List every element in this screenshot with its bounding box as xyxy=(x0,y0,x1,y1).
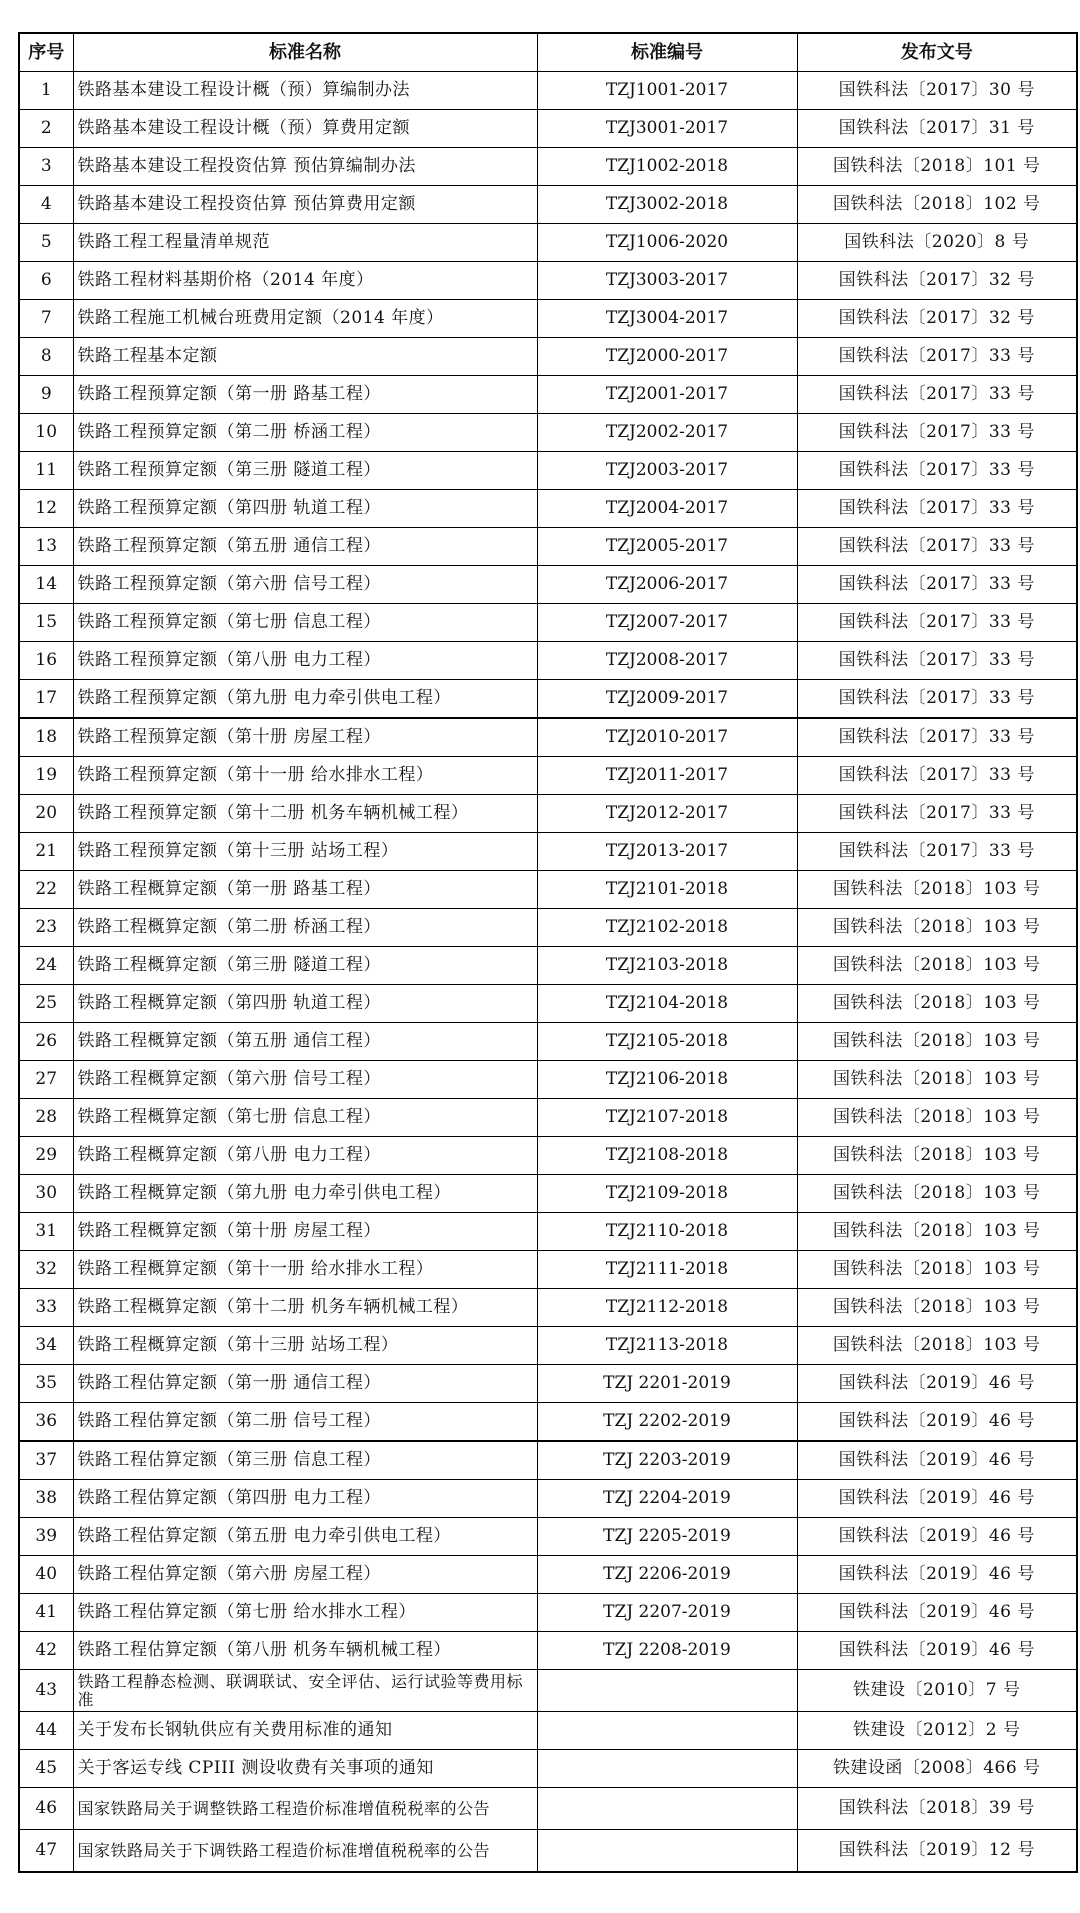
row-name: 铁路工程预算定额（第四册 轨道工程） xyxy=(73,490,537,528)
row-doc: 国铁科法〔2018〕103 号 xyxy=(797,1023,1077,1061)
row-seq: 42 xyxy=(19,1632,73,1670)
row-seq: 44 xyxy=(19,1712,73,1750)
table-row xyxy=(19,909,1077,947)
row-seq: 7 xyxy=(19,300,73,338)
row-code: TZJ2105-2018 xyxy=(537,1023,797,1061)
table-row xyxy=(19,1403,1077,1442)
table-row xyxy=(19,795,1077,833)
row-code: TZJ2101-2018 xyxy=(537,871,797,909)
row-code: TZJ3003-2017 xyxy=(537,262,797,300)
row-doc: 国铁科法〔2017〕33 号 xyxy=(797,795,1077,833)
row-code: TZJ2102-2018 xyxy=(537,909,797,947)
row-doc: 国铁科法〔2018〕103 号 xyxy=(797,1213,1077,1251)
header-code: 标准编号 xyxy=(537,33,797,72)
row-code: TZJ2112-2018 xyxy=(537,1289,797,1327)
row-code: TZJ 2201-2019 xyxy=(537,1365,797,1403)
row-name: 铁路工程概算定额（第五册 通信工程） xyxy=(73,1023,537,1061)
row-doc: 国铁科法〔2018〕103 号 xyxy=(797,1099,1077,1137)
table-row xyxy=(19,1289,1077,1327)
row-name: 铁路工程估算定额（第四册 电力工程） xyxy=(73,1480,537,1518)
row-code: TZJ2010-2017 xyxy=(537,718,797,757)
row-seq: 33 xyxy=(19,1289,73,1327)
row-seq: 40 xyxy=(19,1556,73,1594)
table-row xyxy=(19,1556,1077,1594)
row-name: 铁路工程概算定额（第四册 轨道工程） xyxy=(73,985,537,1023)
row-name: 铁路工程预算定额（第十册 房屋工程） xyxy=(73,718,537,757)
row-code: TZJ3004-2017 xyxy=(537,300,797,338)
row-seq: 41 xyxy=(19,1594,73,1632)
row-name: 铁路工程估算定额（第二册 信号工程） xyxy=(73,1403,537,1442)
table-row xyxy=(19,1365,1077,1403)
table-row xyxy=(19,871,1077,909)
row-doc: 国铁科法〔2018〕103 号 xyxy=(797,1327,1077,1365)
table-row xyxy=(19,833,1077,871)
row-seq: 12 xyxy=(19,490,73,528)
table-row xyxy=(19,110,1077,148)
row-doc: 国铁科法〔2018〕39 号 xyxy=(797,1788,1077,1830)
row-doc: 国铁科法〔2019〕46 号 xyxy=(797,1403,1077,1442)
row-name: 铁路基本建设工程投资估算 预估算费用定额 xyxy=(73,186,537,224)
table-header-row xyxy=(19,33,1077,72)
row-code xyxy=(537,1712,797,1750)
row-name: 铁路工程概算定额（第二册 桥涵工程） xyxy=(73,909,537,947)
row-code: TZJ1001-2017 xyxy=(537,72,797,110)
header-doc: 发布文号 xyxy=(797,33,1077,72)
row-name: 铁路基本建设工程设计概（预）算费用定额 xyxy=(73,110,537,148)
row-code: TZJ2005-2017 xyxy=(537,528,797,566)
row-doc: 国铁科法〔2017〕33 号 xyxy=(797,414,1077,452)
table-row xyxy=(19,1441,1077,1480)
row-doc: 国铁科法〔2017〕33 号 xyxy=(797,490,1077,528)
row-seq: 32 xyxy=(19,1251,73,1289)
row-code: TZJ3001-2017 xyxy=(537,110,797,148)
row-name: 铁路工程概算定额（第十册 房屋工程） xyxy=(73,1213,537,1251)
row-code: TZJ 2206-2019 xyxy=(537,1556,797,1594)
row-name: 铁路工程材料基期价格（2014 年度） xyxy=(73,262,537,300)
row-code: TZJ 2204-2019 xyxy=(537,1480,797,1518)
row-code: TZJ 2205-2019 xyxy=(537,1518,797,1556)
row-seq: 11 xyxy=(19,452,73,490)
table-row xyxy=(19,186,1077,224)
row-doc: 国铁科法〔2018〕103 号 xyxy=(797,1137,1077,1175)
row-seq: 1 xyxy=(19,72,73,110)
row-name: 铁路工程概算定额（第十三册 站场工程） xyxy=(73,1327,537,1365)
header-name: 标准名称 xyxy=(73,33,537,72)
row-doc: 铁建设〔2012〕2 号 xyxy=(797,1712,1077,1750)
table-row xyxy=(19,1788,1077,1830)
row-doc: 国铁科法〔2018〕103 号 xyxy=(797,985,1077,1023)
row-seq: 35 xyxy=(19,1365,73,1403)
table-row xyxy=(19,1750,1077,1788)
row-doc: 国铁科法〔2019〕46 号 xyxy=(797,1518,1077,1556)
row-code: TZJ2107-2018 xyxy=(537,1099,797,1137)
row-name: 铁路工程概算定额（第八册 电力工程） xyxy=(73,1137,537,1175)
row-code: TZJ2109-2018 xyxy=(537,1175,797,1213)
standards-table xyxy=(18,32,1078,1873)
row-seq: 45 xyxy=(19,1750,73,1788)
row-code: TZJ2013-2017 xyxy=(537,833,797,871)
row-seq: 28 xyxy=(19,1099,73,1137)
row-seq: 2 xyxy=(19,110,73,148)
row-code: TZJ1006-2020 xyxy=(537,224,797,262)
row-name: 国家铁路局关于调整铁路工程造价标准增值税税率的公告 xyxy=(73,1788,537,1830)
row-doc: 国铁科法〔2018〕103 号 xyxy=(797,1175,1077,1213)
row-doc: 国铁科法〔2019〕12 号 xyxy=(797,1830,1077,1873)
row-seq: 14 xyxy=(19,566,73,604)
row-seq: 27 xyxy=(19,1061,73,1099)
table-row xyxy=(19,376,1077,414)
row-name: 铁路工程预算定额（第十二册 机务车辆机械工程） xyxy=(73,795,537,833)
row-name: 铁路工程预算定额（第三册 隧道工程） xyxy=(73,452,537,490)
row-seq: 43 xyxy=(19,1670,73,1712)
row-name: 铁路工程概算定额（第三册 隧道工程） xyxy=(73,947,537,985)
row-doc: 国铁科法〔2017〕33 号 xyxy=(797,528,1077,566)
row-name: 铁路工程预算定额（第十三册 站场工程） xyxy=(73,833,537,871)
row-code xyxy=(537,1670,797,1712)
table-row xyxy=(19,1480,1077,1518)
row-code: TZJ2110-2018 xyxy=(537,1213,797,1251)
row-doc: 国铁科法〔2019〕46 号 xyxy=(797,1480,1077,1518)
table-row xyxy=(19,1670,1077,1712)
row-seq: 36 xyxy=(19,1403,73,1442)
row-doc: 国铁科法〔2017〕33 号 xyxy=(797,642,1077,680)
row-doc: 国铁科法〔2017〕33 号 xyxy=(797,604,1077,642)
table-row xyxy=(19,1175,1077,1213)
row-seq: 31 xyxy=(19,1213,73,1251)
row-code: TZJ2113-2018 xyxy=(537,1327,797,1365)
row-seq: 18 xyxy=(19,718,73,757)
row-code: TZJ2011-2017 xyxy=(537,757,797,795)
table-row xyxy=(19,566,1077,604)
table-row xyxy=(19,757,1077,795)
row-doc: 国铁科法〔2018〕103 号 xyxy=(797,871,1077,909)
row-seq: 15 xyxy=(19,604,73,642)
table-row xyxy=(19,642,1077,680)
row-code: TZJ2012-2017 xyxy=(537,795,797,833)
table-row xyxy=(19,1023,1077,1061)
row-doc: 国铁科法〔2018〕103 号 xyxy=(797,947,1077,985)
row-name: 关于发布长钢轨供应有关费用标准的通知 xyxy=(73,1712,537,1750)
row-name: 铁路工程概算定额（第九册 电力牵引供电工程） xyxy=(73,1175,537,1213)
row-seq: 13 xyxy=(19,528,73,566)
row-name: 铁路基本建设工程投资估算 预估算编制办法 xyxy=(73,148,537,186)
row-code: TZJ2003-2017 xyxy=(537,452,797,490)
row-code: TZJ2000-2017 xyxy=(537,338,797,376)
row-doc: 国铁科法〔2017〕33 号 xyxy=(797,718,1077,757)
row-name: 铁路工程概算定额（第十一册 给水排水工程） xyxy=(73,1251,537,1289)
table-row xyxy=(19,224,1077,262)
row-code: TZJ2001-2017 xyxy=(537,376,797,414)
row-seq: 21 xyxy=(19,833,73,871)
table-row xyxy=(19,1251,1077,1289)
table-row xyxy=(19,262,1077,300)
row-code: TZJ1002-2018 xyxy=(537,148,797,186)
table-row xyxy=(19,72,1077,110)
row-name: 铁路工程预算定额（第一册 路基工程） xyxy=(73,376,537,414)
row-doc: 铁建设函〔2008〕466 号 xyxy=(797,1750,1077,1788)
row-code: TZJ2007-2017 xyxy=(537,604,797,642)
row-code xyxy=(537,1750,797,1788)
table-row xyxy=(19,148,1077,186)
table-row xyxy=(19,1594,1077,1632)
table-body xyxy=(19,72,1077,1873)
row-doc: 国铁科法〔2019〕46 号 xyxy=(797,1632,1077,1670)
row-name: 铁路工程概算定额（第七册 信息工程） xyxy=(73,1099,537,1137)
row-doc: 国铁科法〔2019〕46 号 xyxy=(797,1365,1077,1403)
row-seq: 22 xyxy=(19,871,73,909)
row-code xyxy=(537,1830,797,1873)
row-doc: 国铁科法〔2019〕46 号 xyxy=(797,1441,1077,1480)
row-doc: 国铁科法〔2017〕32 号 xyxy=(797,300,1077,338)
row-code xyxy=(537,1788,797,1830)
row-code: TZJ3002-2018 xyxy=(537,186,797,224)
row-name: 铁路基本建设工程设计概（预）算编制办法 xyxy=(73,72,537,110)
table-row xyxy=(19,300,1077,338)
row-doc: 国铁科法〔2018〕103 号 xyxy=(797,1061,1077,1099)
header-seq: 序号 xyxy=(19,33,73,72)
row-name: 铁路工程估算定额（第八册 机务车辆机械工程） xyxy=(73,1632,537,1670)
row-name: 铁路工程估算定额（第五册 电力牵引供电工程） xyxy=(73,1518,537,1556)
row-seq: 47 xyxy=(19,1830,73,1873)
row-name: 铁路工程预算定额（第六册 信号工程） xyxy=(73,566,537,604)
row-doc: 国铁科法〔2018〕103 号 xyxy=(797,1251,1077,1289)
row-seq: 37 xyxy=(19,1441,73,1480)
row-doc: 国铁科法〔2017〕33 号 xyxy=(797,757,1077,795)
row-code: TZJ2009-2017 xyxy=(537,680,797,719)
table-row xyxy=(19,490,1077,528)
row-doc: 国铁科法〔2018〕101 号 xyxy=(797,148,1077,186)
table-row xyxy=(19,1518,1077,1556)
row-code: TZJ2104-2018 xyxy=(537,985,797,1023)
table-row xyxy=(19,1137,1077,1175)
table-row xyxy=(19,528,1077,566)
row-code: TZJ2111-2018 xyxy=(537,1251,797,1289)
row-seq: 24 xyxy=(19,947,73,985)
table-row xyxy=(19,985,1077,1023)
row-seq: 29 xyxy=(19,1137,73,1175)
row-code: TZJ2008-2017 xyxy=(537,642,797,680)
row-seq: 6 xyxy=(19,262,73,300)
row-seq: 4 xyxy=(19,186,73,224)
row-name: 铁路工程概算定额（第六册 信号工程） xyxy=(73,1061,537,1099)
row-doc: 国铁科法〔2018〕102 号 xyxy=(797,186,1077,224)
row-name: 铁路工程估算定额（第七册 给水排水工程） xyxy=(73,1594,537,1632)
row-doc: 国铁科法〔2017〕33 号 xyxy=(797,452,1077,490)
row-seq: 46 xyxy=(19,1788,73,1830)
row-doc: 国铁科法〔2020〕8 号 xyxy=(797,224,1077,262)
row-doc: 铁建设〔2010〕7 号 xyxy=(797,1670,1077,1712)
row-seq: 16 xyxy=(19,642,73,680)
row-name: 铁路工程静态检测、联调联试、安全评估、运行试验等费用标准 xyxy=(73,1670,537,1712)
table-row xyxy=(19,1099,1077,1137)
row-name: 铁路工程施工机械台班费用定额（2014 年度） xyxy=(73,300,537,338)
row-name: 铁路工程预算定额（第九册 电力牵引供电工程） xyxy=(73,680,537,719)
table-row xyxy=(19,1327,1077,1365)
row-seq: 20 xyxy=(19,795,73,833)
row-seq: 26 xyxy=(19,1023,73,1061)
row-code: TZJ2004-2017 xyxy=(537,490,797,528)
row-name: 铁路工程基本定额 xyxy=(73,338,537,376)
row-seq: 34 xyxy=(19,1327,73,1365)
row-seq: 19 xyxy=(19,757,73,795)
table-row xyxy=(19,680,1077,719)
row-name: 铁路工程预算定额（第七册 信息工程） xyxy=(73,604,537,642)
row-doc: 国铁科法〔2017〕33 号 xyxy=(797,833,1077,871)
table-row xyxy=(19,947,1077,985)
table-row xyxy=(19,1712,1077,1750)
table-row xyxy=(19,718,1077,757)
row-seq: 30 xyxy=(19,1175,73,1213)
table-row xyxy=(19,338,1077,376)
row-seq: 9 xyxy=(19,376,73,414)
table-row xyxy=(19,452,1077,490)
table-row xyxy=(19,1830,1077,1873)
row-code: TZJ 2202-2019 xyxy=(537,1403,797,1442)
row-code: TZJ2106-2018 xyxy=(537,1061,797,1099)
row-name: 铁路工程概算定额（第十二册 机务车辆机械工程） xyxy=(73,1289,537,1327)
row-name: 国家铁路局关于下调铁路工程造价标准增值税税率的公告 xyxy=(73,1830,537,1873)
table-row xyxy=(19,1213,1077,1251)
row-doc: 国铁科法〔2017〕32 号 xyxy=(797,262,1077,300)
row-doc: 国铁科法〔2017〕33 号 xyxy=(797,680,1077,719)
row-seq: 38 xyxy=(19,1480,73,1518)
row-code: TZJ2006-2017 xyxy=(537,566,797,604)
table-row xyxy=(19,1632,1077,1670)
row-code: TZJ 2208-2019 xyxy=(537,1632,797,1670)
row-seq: 3 xyxy=(19,148,73,186)
row-doc: 国铁科法〔2017〕33 号 xyxy=(797,338,1077,376)
row-seq: 25 xyxy=(19,985,73,1023)
row-name: 铁路工程估算定额（第六册 房屋工程） xyxy=(73,1556,537,1594)
row-name: 铁路工程预算定额（第八册 电力工程） xyxy=(73,642,537,680)
row-seq: 17 xyxy=(19,680,73,719)
table-row xyxy=(19,1061,1077,1099)
row-seq: 39 xyxy=(19,1518,73,1556)
row-doc: 国铁科法〔2017〕31 号 xyxy=(797,110,1077,148)
row-doc: 国铁科法〔2017〕30 号 xyxy=(797,72,1077,110)
row-doc: 国铁科法〔2019〕46 号 xyxy=(797,1594,1077,1632)
row-doc: 国铁科法〔2018〕103 号 xyxy=(797,1289,1077,1327)
row-name: 铁路工程预算定额（第五册 通信工程） xyxy=(73,528,537,566)
row-name: 铁路工程估算定额（第三册 信息工程） xyxy=(73,1441,537,1480)
row-seq: 23 xyxy=(19,909,73,947)
table-row xyxy=(19,414,1077,452)
row-doc: 国铁科法〔2018〕103 号 xyxy=(797,909,1077,947)
row-name: 铁路工程预算定额（第二册 桥涵工程） xyxy=(73,414,537,452)
row-code: TZJ 2203-2019 xyxy=(537,1441,797,1480)
row-doc: 国铁科法〔2019〕46 号 xyxy=(797,1556,1077,1594)
row-name: 铁路工程预算定额（第十一册 给水排水工程） xyxy=(73,757,537,795)
row-code: TZJ2002-2017 xyxy=(537,414,797,452)
table-row xyxy=(19,604,1077,642)
row-doc: 国铁科法〔2017〕33 号 xyxy=(797,566,1077,604)
row-seq: 8 xyxy=(19,338,73,376)
row-name: 关于客运专线 CPIII 测设收费有关事项的通知 xyxy=(73,1750,537,1788)
row-code: TZJ2103-2018 xyxy=(537,947,797,985)
row-code: TZJ2108-2018 xyxy=(537,1137,797,1175)
row-code: TZJ 2207-2019 xyxy=(537,1594,797,1632)
row-seq: 10 xyxy=(19,414,73,452)
row-name: 铁路工程估算定额（第一册 通信工程） xyxy=(73,1365,537,1403)
row-seq: 5 xyxy=(19,224,73,262)
row-name: 铁路工程工程量清单规范 xyxy=(73,224,537,262)
row-doc: 国铁科法〔2017〕33 号 xyxy=(797,376,1077,414)
row-name: 铁路工程概算定额（第一册 路基工程） xyxy=(73,871,537,909)
